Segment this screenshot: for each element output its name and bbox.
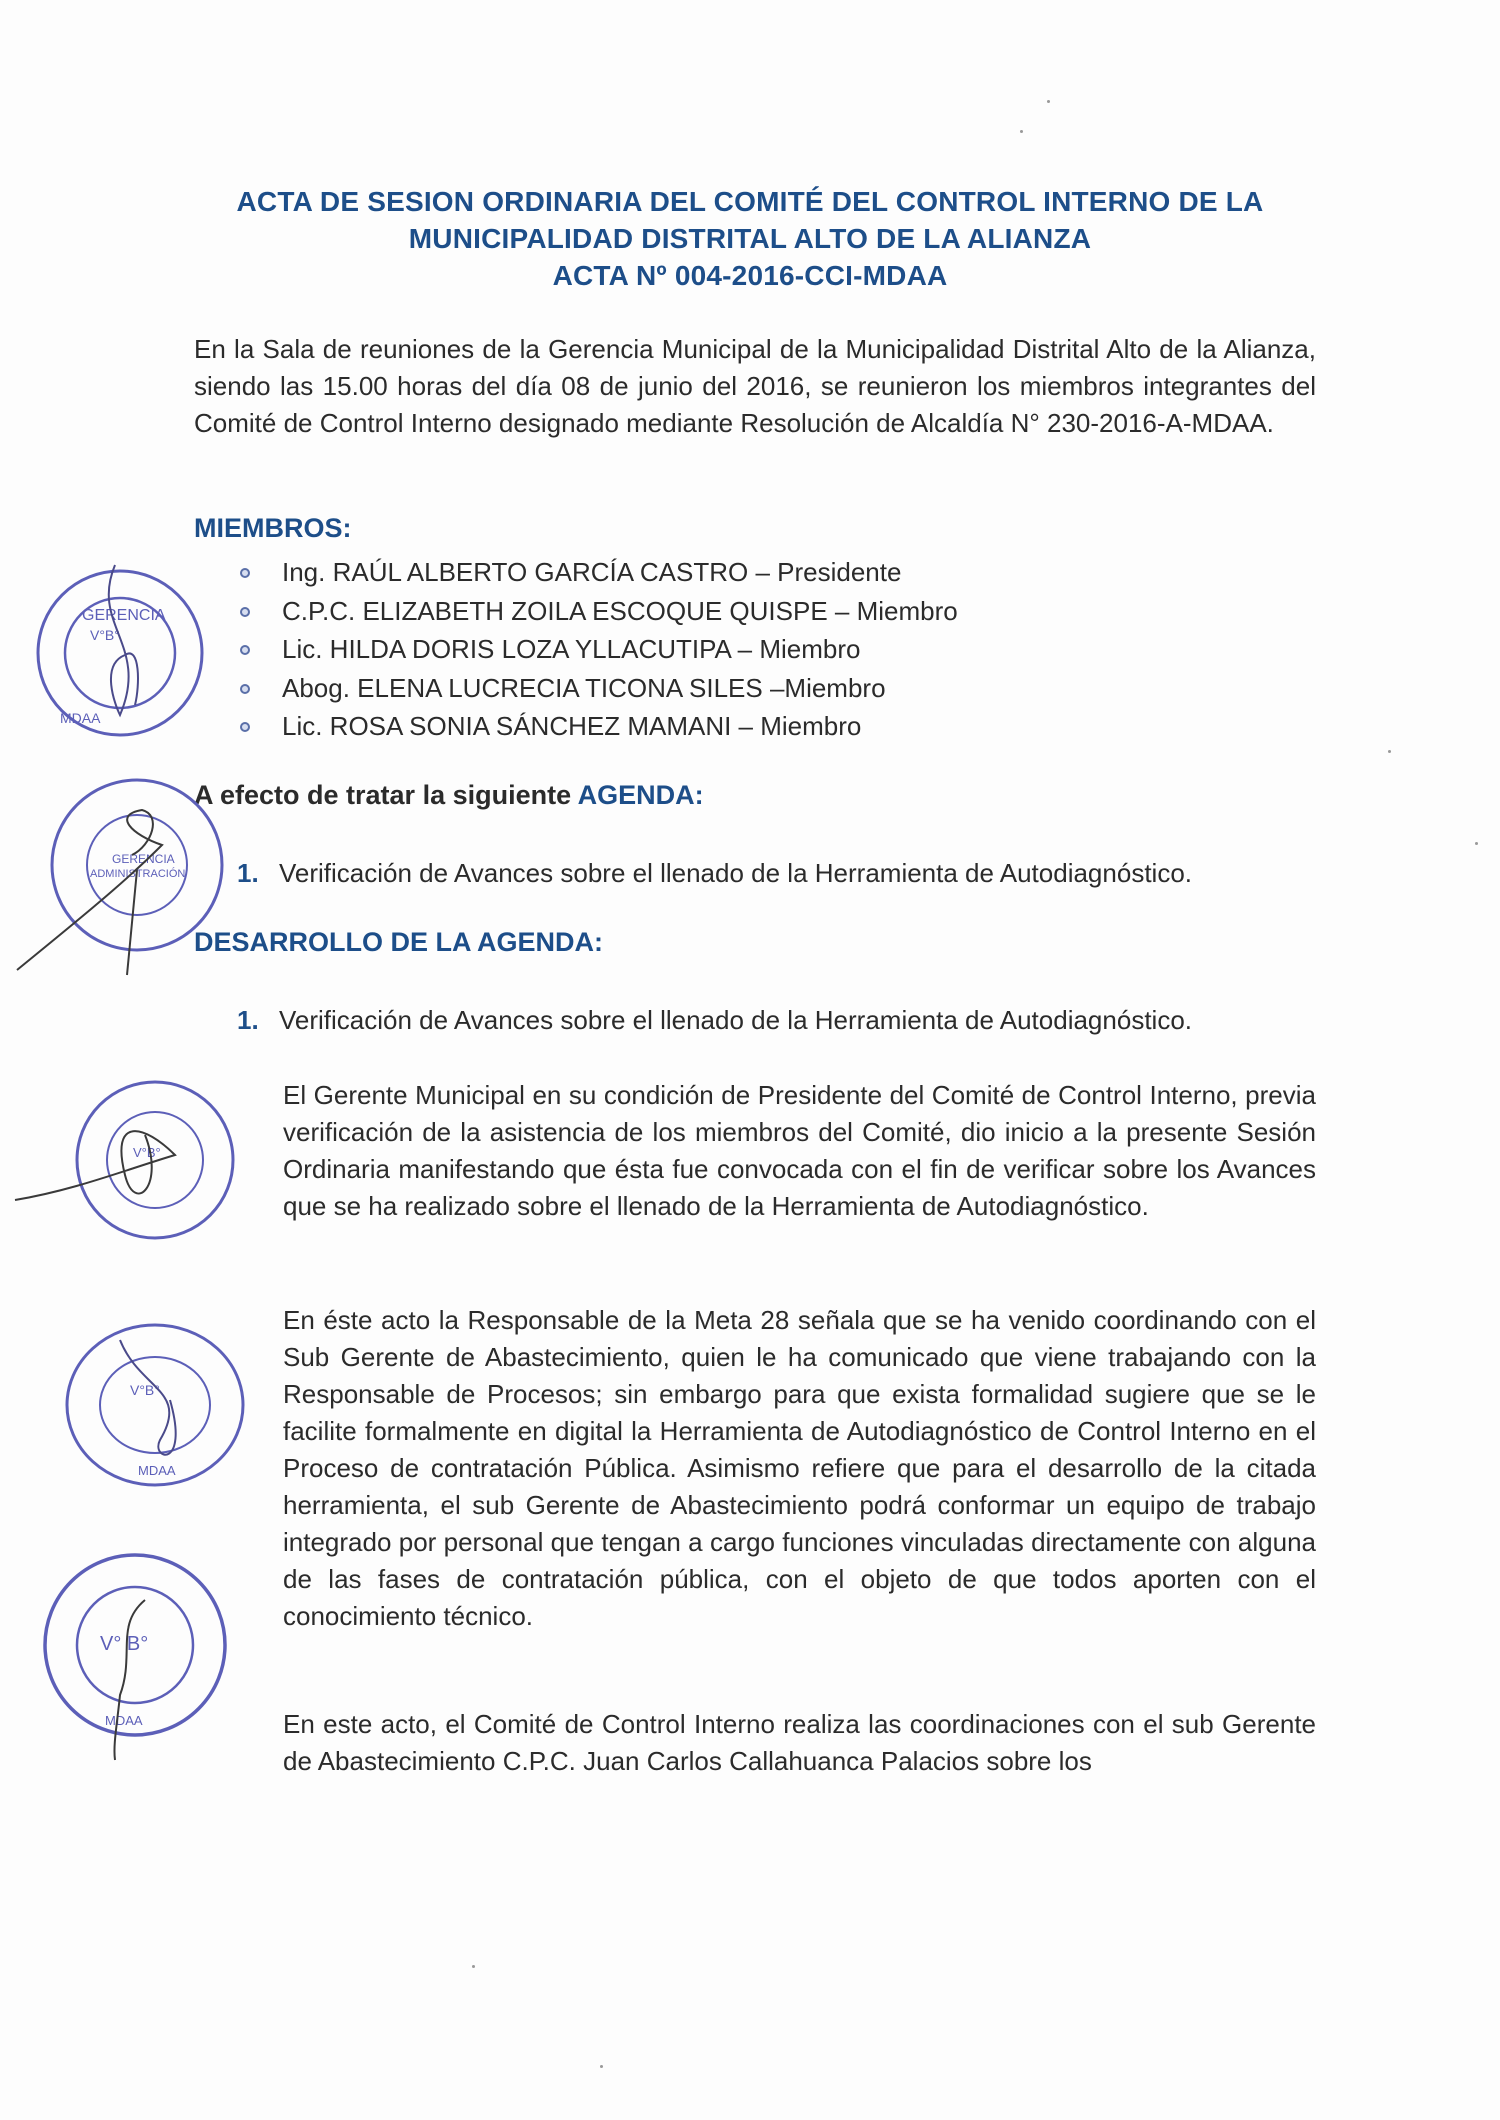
scan-speck <box>600 2065 603 2068</box>
stamp-mark: V° B° <box>100 1633 149 1655</box>
agenda-heading-prefix: A efecto de tratar la siguiente <box>194 780 578 810</box>
stamp-center-text: GERENCIA <box>112 852 175 866</box>
stamp-gerencia-municipal <box>20 545 210 745</box>
stamp-gerencia-presupuesto <box>15 1075 235 1265</box>
development-paragraph-1: El Gerente Municipal en su condición de Presidente del Comité de Control Interno, previa verificación de la asistencia de los miembros del Comité, dio inicio a la presente Sesión Ordinaria manifestando que ésta fue convocada con el fin de verificar sobre los Avances que se ha realizado sobre el llenado de la Herramienta de Autodiagnóstico. <box>283 1080 1316 1221</box>
development-item-text: Verificación de Avances sobre el llenado de la Herramienta de Autodiagnóstico. <box>279 1005 1192 1035</box>
stamp-center-text-2: ADMINISTRACIÓN <box>90 868 186 880</box>
stamp-text: GERENCIA <box>82 607 166 624</box>
member-name: Lic. HILDA DORIS LOZA YLLACUTIPA – Miembro <box>282 634 861 664</box>
stamp-mark: V°B° <box>90 627 120 643</box>
agenda-item <box>237 858 1192 889</box>
intro-paragraph: En la Sala de reuniones de la Gerencia Municipal de la Municipalidad Distrital Alto de la Alianza, siendo las 15.00 horas del día 08 de junio del 2016, se reunieron los miembros integrantes del Comité de Control Interno designado mediante Resolución de Alcaldía N° 230-2016-A-MDAA. <box>194 334 1316 438</box>
stamp-mark: V°B° <box>130 1382 160 1398</box>
bullet-icon <box>240 684 250 694</box>
title-line-2: MUNICIPALIDAD DISTRITAL ALTO DE LA ALIANZA <box>408 223 1092 254</box>
member-item <box>232 707 958 746</box>
development-item <box>237 1005 1192 1036</box>
stamp-seal-icon <box>15 1075 235 1265</box>
agenda-item-text: Verificación de Avances sobre el llenado de la Herramienta de Autodiagnóstico. <box>279 858 1192 888</box>
development-paragraph-3: En este acto, el Comité de Control Interno realiza las coordinaciones con el sub Gerente de Abastecimiento C.P.C. Juan Carlos Callahuanca Palacios sobre los <box>283 1709 1316 1776</box>
member-name: Ing. RAÚL ALBERTO GARCÍA CASTRO – Presidente <box>282 557 902 587</box>
title-line-3: ACTA Nº 004-2016-CCI-MDAA <box>552 260 948 291</box>
bullet-icon <box>240 568 250 578</box>
bullet-icon <box>240 607 250 617</box>
agenda-item-number: 1. <box>237 858 259 888</box>
document-title <box>0 183 1500 294</box>
stamp-seal-icon <box>20 545 210 745</box>
member-item <box>232 630 958 669</box>
member-item <box>232 669 958 708</box>
stamp-gerencia-administracion <box>12 775 232 985</box>
stamp-seal-icon <box>12 775 232 985</box>
development-paragraph-2: En éste acto la Responsable de la Meta 28 señala que se ha venido coordinando con el Sub Gerente de Abastecimiento, quien le ha comunicado que viene trabajando con la Responsable de Procesos; sin embargo para que exista formalidad sugiere que se le facilite formalmente en digital la Herramienta de Autodiagnóstico de Control Interno en el Proceso de contratación Pública. Asimismo refiere que para el desarrollo de la citada herramienta, el sub Gerente de Abastecimiento podrá conformar un equipo de trabajo integrado por personal que tengan a cargo funciones vinculadas directamente con alguna de las fases de contratación pública, con el objeto de que todos aporten con el conocimiento técnico. <box>283 1305 1316 1631</box>
development-item-number: 1. <box>237 1005 259 1035</box>
scan-speck <box>1020 130 1023 133</box>
stamp-seal-icon <box>60 1320 250 1495</box>
stamp-footer: MDAA <box>60 710 101 726</box>
bullet-icon <box>240 722 250 732</box>
scan-speck <box>1388 750 1391 753</box>
member-name: Lic. ROSA SONIA SÁNCHEZ MAMANI – Miembro <box>282 711 862 741</box>
stamp-footer: MDAA <box>105 1713 143 1728</box>
member-item <box>232 592 958 631</box>
development-heading: DESARROLLO DE LA AGENDA: <box>194 927 603 957</box>
scan-speck <box>1475 842 1478 845</box>
agenda-heading-keyword: AGENDA: <box>577 780 704 810</box>
member-name: Abog. ELENA LUCRECIA TICONA SILES –Miembro <box>282 672 886 703</box>
stamp-gerencia-asesoria-juridica <box>60 1320 250 1495</box>
scan-speck <box>1047 100 1050 103</box>
member-item <box>232 553 958 592</box>
title-line-1: ACTA DE SESION ORDINARIA DEL COMITÉ DEL CONTROL INTERNO DE LA <box>236 186 1264 217</box>
stamp-seal-icon <box>25 1545 240 1760</box>
agenda-heading <box>194 780 704 811</box>
scan-speck <box>472 1965 475 1968</box>
members-list <box>232 553 958 746</box>
bullet-icon <box>240 645 250 655</box>
stamp-gerencia-desarrollo-economico <box>25 1545 240 1760</box>
members-heading: MIEMBROS: <box>194 513 352 543</box>
stamp-footer: MDAA <box>138 1463 176 1478</box>
member-name: C.P.C. ELIZABETH ZOILA ESCOQUE QUISPE – Miembro <box>282 595 958 626</box>
stamp-mark: V°B° <box>133 1145 161 1160</box>
